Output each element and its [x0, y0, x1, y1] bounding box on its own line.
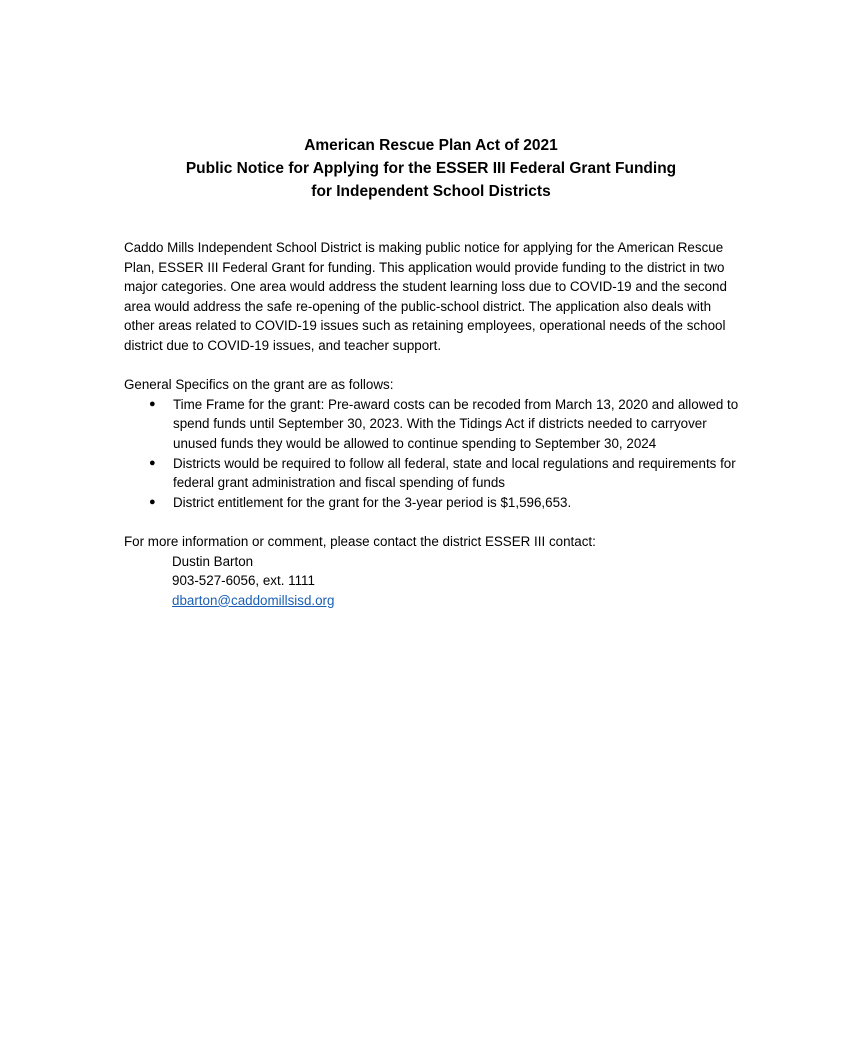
title-line-2: Public Notice for Applying for the ESSER III Federal Grant Funding — [185, 160, 677, 177]
bullet-icon: ● — [149, 495, 156, 508]
list-item-text: Time Frame for the grant: Pre-award costs can be recoded from March 13, 2020 and allowed to spend funds until September 30, 2023. With the Tidings Act if districts needed to carryover unused funds they would be allowed to continue spending to September 30, 2024 — [173, 396, 739, 451]
contact-phone: 903-527-6056, ext. 1111 — [172, 573, 315, 589]
bullet-icon: ● — [149, 456, 156, 469]
title-line-1: American Rescue Plan Act of 2021 — [304, 137, 558, 154]
contact-name: Dustin Barton — [172, 553, 254, 569]
contact-email-link[interactable]: dbarton@caddomillsisd.org — [172, 592, 335, 608]
document-title — [0, 134, 862, 203]
specifics-heading: General Specifics on the grant are as follows: — [124, 377, 394, 393]
list-item — [124, 454, 744, 493]
list-item — [124, 395, 744, 454]
contact-block — [124, 552, 744, 611]
list-item-text: District entitlement for the grant for the 3-year period is $1,596,653. — [173, 494, 572, 510]
intro-paragraph: Caddo Mills Independent School District is making public notice for applying for the American Rescue Plan, ESSER III Federal Grant for funding. This application would provide funding to the district in two major categories. One area would address the student learning loss due to COVID-19 and the second area would address the safe re-opening of the public-school district. The application also deals with other areas related to COVID-19 issues such as retaining employees, operational needs of the school district due to COVID-19 issues, and teacher support. — [124, 240, 727, 353]
list-item-text: Districts would be required to follow all federal, state and local regulations and requirements for federal grant administration and fiscal spending of funds — [173, 455, 736, 491]
bullet-icon: ● — [149, 397, 156, 410]
list-item — [124, 493, 744, 513]
document-body — [124, 238, 744, 610]
title-line-3: for Independent School Districts — [311, 183, 551, 200]
specifics-list — [124, 395, 744, 513]
contact-intro: For more information or comment, please contact the district ESSER III contact: — [124, 533, 596, 549]
